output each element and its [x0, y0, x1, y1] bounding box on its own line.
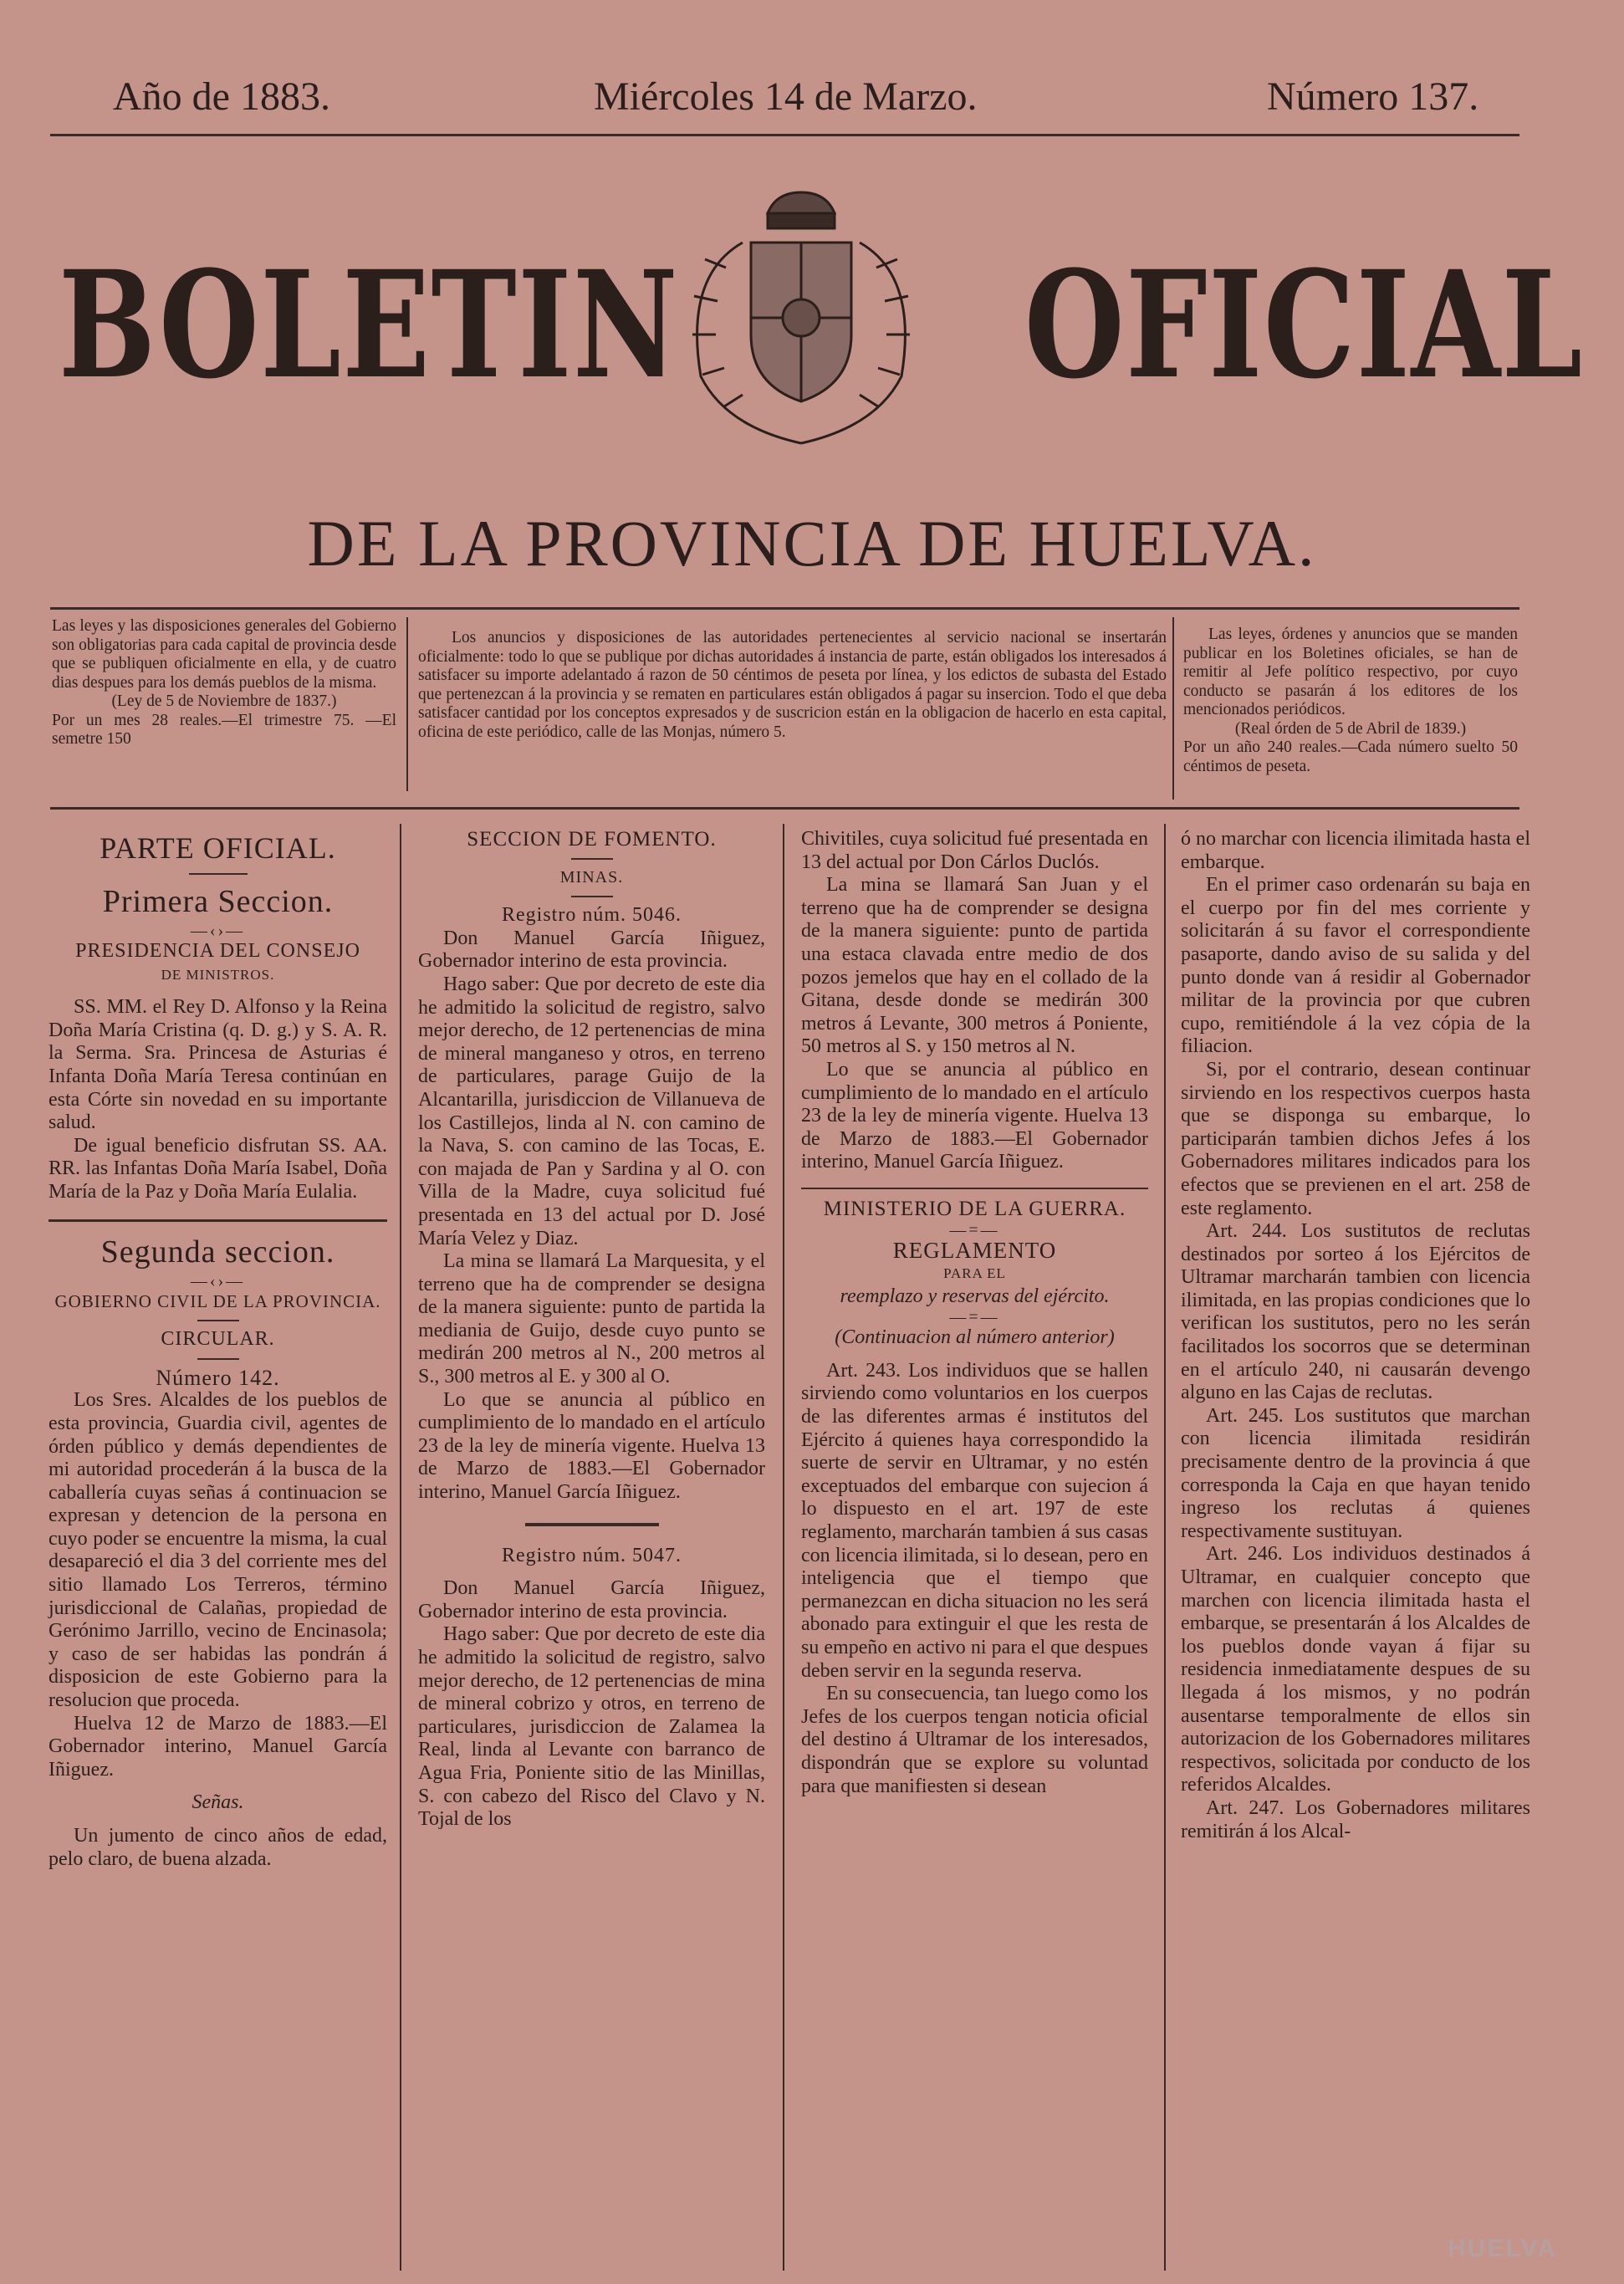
- column-divider-2: [783, 824, 784, 2271]
- subtitle: DE LA PROVINCIA DE HUELVA.: [307, 507, 1317, 580]
- paragraph: SS. MM. el Rey D. Alfonso y la Reina Doña María Cristina (q. D. g.) y S. A. R. la Serma. Sra. Princesa de Asturias é Infanta Doña María Teresa continúan en esta Córte sin novedad en su importante salud.: [49, 996, 387, 1134]
- column-3: [801, 828, 1148, 1798]
- seccion-fomento-heading: SECCION DE FOMENTO.: [467, 828, 717, 851]
- paragraph: ó no marchar con licencia ilimitada hasta el embarque.: [1181, 828, 1530, 873]
- senas-heading: Señas.: [192, 1791, 244, 1814]
- column-2: [418, 828, 765, 1832]
- paragraph: Don Manuel García Iñiguez, Gobernador interino de esta provincia.: [418, 927, 765, 973]
- paragraph: Don Manuel García Iñiguez, Gobernador interino de esta provincia.: [418, 1577, 765, 1622]
- notice-right-law: (Real órden de 5 de Abril de 1839.): [1234, 719, 1467, 738]
- numero-heading: Número 142.: [156, 1365, 280, 1390]
- ornament: —=—: [949, 1308, 1000, 1327]
- paragraph: Un jumento de cinco años de edad, pelo claro, de buena alzada.: [49, 1825, 387, 1870]
- masthead-right: OFICIAL: [1024, 238, 1584, 411]
- column-divider-1: [400, 824, 401, 2271]
- column-4: [1181, 828, 1530, 1843]
- paragraph: Los Sres. Alcaldes de los pueblos de esta provincia, Guardia civil, agentes de órden público y demás dependientes de mi autoridad procederán á la busca de la caballería cuyas señas á continuacion se expresan y detencion de la persona en cuyo poder se encuentre la misma, la cual desapareció el dia 3 del corriente mes del sitio llamado Los Terreros, término jurisdiccional de Calañas, propiedad de Gerónimo Jarrillo, vecino de Encinasola; y caso de ser habidas las pondrán á disposicion de este Gobierno para la resolucion que proceda.: [49, 1389, 387, 1712]
- notice-right: [1183, 626, 1518, 776]
- notice-left-law: (Ley de 5 de Noviembre de 1837.): [111, 692, 337, 710]
- coat-of-arms-emblem: [634, 176, 968, 460]
- continuacion-note: (Continuacion al número anterior): [835, 1326, 1115, 1349]
- paragraph: Si, por el contrario, desean continuar sirviendo en los respectivos cuerpos hasta que se disponga su embarque, lo participarán tambien dichos Jefes á los Gobernadores militares indicados para los efectos que se previenen en el art. 258 de este reglamento.: [1181, 1058, 1530, 1219]
- reglamento-heading: REGLAMENTO: [892, 1237, 1057, 1263]
- paragraph: Art. 247. Los Gobernadores militares remitirán á los Alcal-: [1181, 1796, 1530, 1842]
- notice-divider-2: [1172, 617, 1174, 800]
- column-1: [49, 828, 387, 1871]
- registro-5046-heading: Registro núm. 5046.: [502, 904, 682, 927]
- minas-heading: MINAS.: [559, 867, 624, 887]
- paragraph: Art. 244. Los sustitutos de reclutas destinados por sorteo á los Ejércitos de Ultramar marcharán tambien con licencia ilimitada, en las propias condiciones que lo verifican los sustitutos, pero no les serán facilitados los socorros que se determinan en el artículo 240, ni causarán devengo alguno en las Cajas de reclutas.: [1181, 1220, 1530, 1404]
- year: Año de 1883.: [113, 74, 330, 119]
- parte-oficial-heading: PARTE OFICIAL.: [100, 831, 336, 865]
- notice-left-text: Las leyes y las disposiciones generales del Gobierno son obligatorias para cada capital de provincia desde que se publiquen oficialmente en ella, y de cuatro dias despues para los demás pueblos de la misma.: [52, 617, 396, 692]
- notice-right-prices: Por un año 240 reales.—Cada número suelto 50 céntimos de peseta.: [1183, 738, 1518, 775]
- notices-bottom-rule: [50, 807, 1519, 810]
- para-el-heading: PARA EL: [943, 1265, 1006, 1282]
- gobierno-civil-heading: GOBIERNO CIVIL DE LA PROVINCIA.: [54, 1290, 381, 1311]
- masthead-left: BOLETIN: [59, 238, 680, 411]
- library-watermark: HUELVA: [1448, 2235, 1557, 2262]
- notice-center-text: Los anuncios y disposiciones de las autoridades pertenecientes al servicio nacional se insertarán oficialmente: todo lo que se publique por dichas autoridades á instancia de parte, están obligados los interesados á satisfacer su importe adelantado á razon de 50 céntimos de peseta por línea, y los edictos de subasta del Estado que pertenezcan á la provincia y se rematen en particulares están obligados á pagar su insercion. Todo el que deba satisfacer cantidad por los conceptos expresados y de suscricion están en la obligacion de hacerlo en esta capital, oficina de este periódico, calle de las Monjas, número 5.: [418, 629, 1167, 741]
- issue-number: Número 137.: [1267, 74, 1479, 119]
- segunda-seccion-heading: Segunda seccion.: [100, 1234, 335, 1270]
- paragraph: Lo que se anuncia al público en cumplimiento de lo mandado en el artículo 23 de la ley de minería vigente. Huelva 13 de Marzo de 1883.—El Gobernador interino, Manuel García Iñiguez.: [418, 1388, 765, 1504]
- paragraph: Lo que se anuncia al público en cumplimiento de lo mandado en el artículo 23 de la ley de minería vigente. Huelva 13 de Marzo de 1883.—El Gobernador interino, Manuel García Iñiguez.: [801, 1058, 1148, 1173]
- circular-heading: CIRCULAR.: [161, 1328, 275, 1351]
- registro-5047-heading: Registro núm. 5047.: [502, 1544, 682, 1566]
- primera-seccion-heading: Primera Seccion.: [102, 884, 334, 919]
- ornament: —‹›—: [190, 922, 246, 940]
- ornament: —‹›—: [190, 1271, 246, 1290]
- column-divider-3: [1164, 824, 1166, 2271]
- paragraph: La mina se llamará La Marquesita, y el terreno que ha de comprender se designa de la manera siguiente: punto de partida la mediania de Guijo, desde cuyo punto se medirán 200 metros al N., 200 metros al S., 300 metros al E. y 300 al O.: [418, 1250, 765, 1388]
- reemplazo-heading: reemplazo y reservas del ejército.: [840, 1285, 1110, 1307]
- ministros-heading: DE MINISTROS.: [161, 966, 275, 983]
- ornament: —=—: [949, 1220, 1000, 1239]
- paragraph: En el primer caso ordenarán su baja en el cuerpo por fin del mes corriente y solicitarán á su favor el correspondiente pasaporte, dando aviso de su salida y del punto donde van á residir al Gobernador militar de la provincia por que cubren cupo, remitiéndole á la vez cópia de la filiacion.: [1181, 874, 1530, 1058]
- paragraph: Hago saber: Que por decreto de este dia he admitido la solicitud de registro, salvo mejor derecho, de 12 pertenencias de mina de mineral manganeso y otros, en terreno de particulares, parage Guijo de la Alcantarilla, jurisdiccion de Villanueva de los Castillejos, linda al N. con camino de la Nava, S. con camino de las Tocas, E. con majada de Pan y Sardina y al O. con Villa de la Madre, cuya solicitud fué presentada en 13 del actual por D. José María Velez y Diaz.: [418, 973, 765, 1249]
- presidencia-heading: PRESIDENCIA DEL CONSEJO: [75, 940, 360, 962]
- notice-left: [52, 617, 396, 749]
- date: Miércoles 14 de Marzo.: [594, 74, 978, 119]
- paragraph: Chivitiles, cuya solicitud fué presentada en 13 del actual por Don Cárlos Duclós.: [801, 828, 1148, 873]
- notice-center: [418, 629, 1167, 742]
- notice-right-text: Las leyes, órdenes y anuncios que se manden publicar en los Boletines oficiales, se han de remitir al Jefe político respectivo, por cuyo conducto se pasarán á los editores de los mencionados periódicos.: [1183, 626, 1518, 718]
- notice-left-prices: Por un mes 28 reales.—El trimestre 75. —El semetre 150: [52, 711, 396, 748]
- paragraph: Art. 245. Los sustitutos que marchan con licencia ilimitada residirán precisamente dentro de la provincia á que corresponda la Caja en que hayan tenido ingreso los reclutas á quienes respectivamente sustituyan.: [1181, 1404, 1530, 1542]
- ministerio-guerra-heading: MINISTERIO DE LA GUERRA.: [823, 1197, 1126, 1220]
- paragraph: Art. 246. Los individuos destinados á Ultramar, en cualquier concepto que marchen con licencia ilimitada hasta el embarque, se presentarán á los Alcaldes de los pueblos donde vayan á fijar su residencia inmediatamente despues de su llegada á los mismos, y no podrán ausentarse temporalmente de ellos sin autorizacion de los Gobernadores militares respectivos, solicitada por conducto de los referidos Alcaldes.: [1181, 1543, 1530, 1796]
- notice-divider-1: [406, 617, 408, 791]
- paragraph: Art. 243. Los individuos que se hallen sirviendo como voluntarios en los cuerpos de las diferentes armas é institutos del Ejército á quienes haya correspondido la suerte de servir en Ultramar, y no estén exceptuados del embarque con sujecion á lo dispuesto en el art. 197 de este reglamento, marcharán tambien á sus casas con licencia ilimitada, si lo desean, pero en inteligencia que el tiempo que permanezcan en dicha situacion no les será abonado para extinguir el que les resta de su empeño en activo ni para el que despues deben servir en la segunda reserva.: [801, 1359, 1148, 1682]
- paragraph: En su consecuencia, tan luego como los Jefes de los cuerpos tengan noticia oficial del destino á Ultramar de los interesados, dispondrán que se explore su voluntad para que manifiesten si desean: [801, 1683, 1148, 1797]
- top-rule: [50, 134, 1519, 136]
- paragraph: Huelva 12 de Marzo de 1883.—El Gobernador interino, Manuel García Iñiguez.: [49, 1712, 387, 1781]
- notices-top-rule: [50, 607, 1519, 610]
- paragraph: De igual beneficio disfrutan SS. AA. RR. las Infantas Doña María Isabel, Doña María de la Paz y Doña María Eulalia.: [49, 1134, 387, 1203]
- paragraph: La mina se llamará San Juan y el terreno que ha de comprender se designa de la manera siguiente: punto de partida una estaca clavada entre medio de dos pozos jemelos que hay en el collado de la Gitana, desde donde se medirán 300 metros á Levante, 300 metros á Poniente, 50 metros al S. y 150 metros al N.: [801, 874, 1148, 1058]
- paragraph: Hago saber: Que por decreto de este dia he admitido la solicitud de registro, salvo mejor derecho, de 12 pertenencias de mina de mineral cobrizo y otros, en terreno de particulares, jurisdiccion de Zalamea la Real, linda al Levante con barranco de Agua Fria, Poniente sitio de las Minillas, S. con cabezo del Risco del Clavo y N. Tojal de los: [418, 1623, 765, 1831]
